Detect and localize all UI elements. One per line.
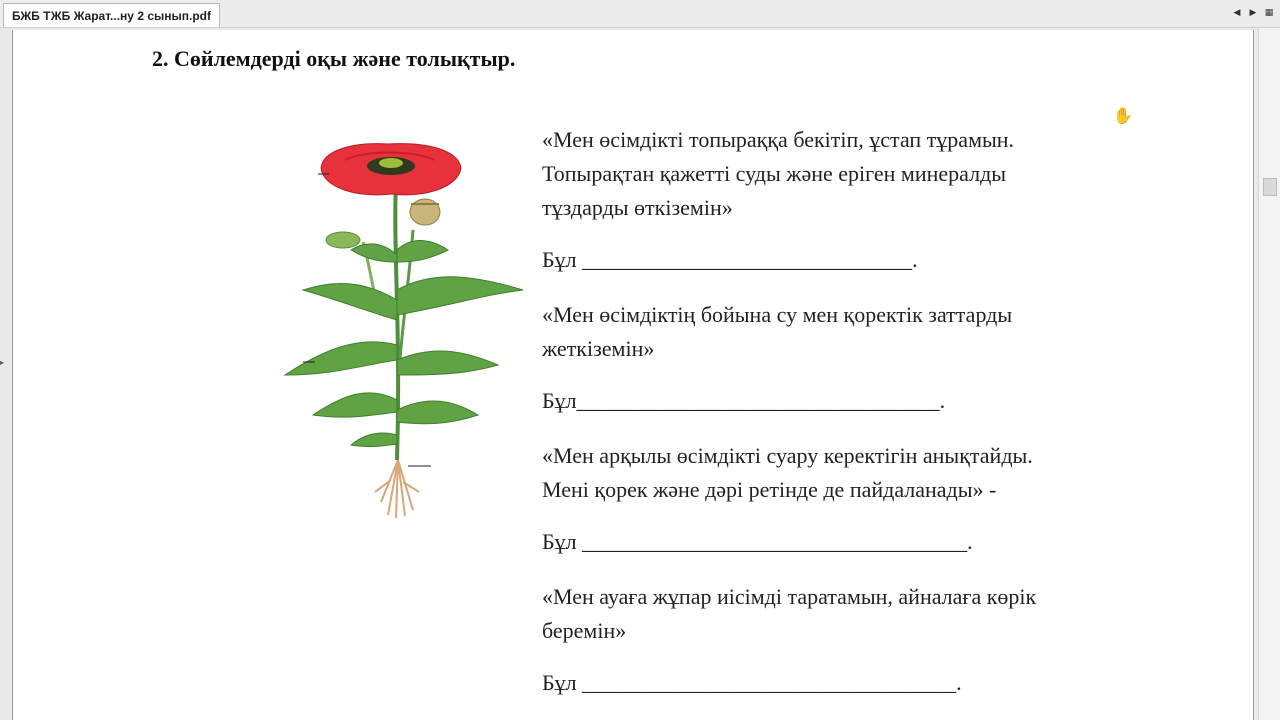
pdf-viewer <box>0 28 1280 720</box>
answer-line-2: Бұл_________________________________. <box>542 388 946 413</box>
paragraph-line: «Мен өсімдіктің бойына су мен қоректік заттарды <box>542 302 1013 327</box>
tab-title: БЖБ ТЖБ Жарат...ну 2 сынып.pdf <box>12 8 211 23</box>
tab-controls <box>1232 6 1274 20</box>
left-edge-marker-icon: ▸ <box>0 358 5 367</box>
next-tab-icon[interactable]: ▶ <box>1249 8 1257 18</box>
riddle-paragraph-4 <box>542 580 1036 648</box>
vertical-scrollbar[interactable] <box>1258 28 1280 720</box>
hand-cursor-icon: ✋ <box>1113 106 1133 125</box>
prev-tab-icon[interactable]: ◀ <box>1233 8 1241 18</box>
paragraph-line: «Мен арқылы өсімдікті суару керектігін анықтайды. <box>542 443 1033 468</box>
tab-list-icon[interactable]: ▦ <box>1264 8 1274 18</box>
pdf-page <box>12 30 1254 720</box>
tab-bar <box>0 0 1280 28</box>
paragraph-line: жеткіземін» <box>542 336 655 361</box>
riddle-paragraph-3 <box>542 439 1033 507</box>
task-heading: 2. Сөйлемдерді оқы және толықтыр. <box>152 46 516 71</box>
riddle-paragraph-2 <box>542 298 1012 366</box>
paragraph-line: тұздарды өткіземін» <box>542 195 733 220</box>
answer-line-3: Бұл ___________________________________. <box>542 529 973 554</box>
paragraph-line: Мені қорек және дәрі ретінде де пайдаланады» - <box>542 477 997 502</box>
paragraph-line: беремін» <box>542 618 627 643</box>
answer-line-4: Бұл __________________________________. <box>542 670 962 695</box>
paragraph-line: «Мен ауаға жұпар иісімді таратамын, айналаға көрік <box>542 584 1037 609</box>
answer-line-1: Бұл ______________________________. <box>542 247 918 272</box>
scrollbar-thumb[interactable] <box>1263 178 1277 196</box>
paragraph-line: «Мен өсімдікті топыраққа бекітіп, ұстап тұрамын. <box>542 127 1015 152</box>
document-tab[interactable] <box>3 3 220 27</box>
paragraph-line: Топырақтан қажетті суды және еріген минералды <box>542 161 1007 186</box>
riddle-paragraph-1 <box>542 123 1014 225</box>
poppy-plant-image <box>263 130 533 520</box>
